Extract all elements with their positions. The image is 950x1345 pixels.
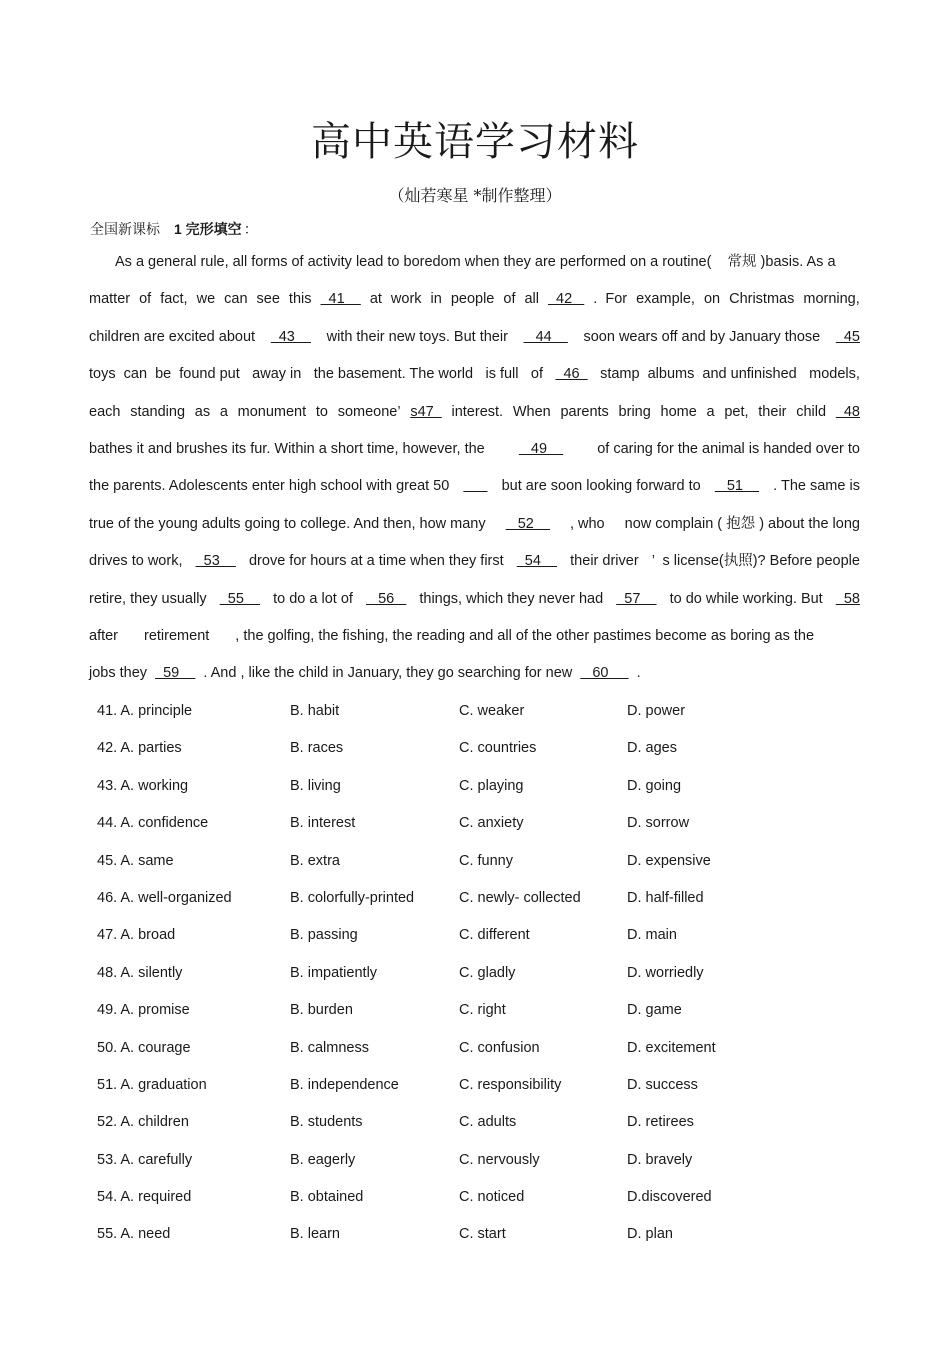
option-choice: B. races [290, 740, 344, 757]
passage-text: bring [618, 403, 651, 420]
passage-line [89, 618, 860, 655]
blank-marker: 46 [555, 366, 588, 383]
option-choice: B. calmness [290, 1039, 369, 1056]
option-choice: B. learn [290, 1226, 340, 1243]
option-row [97, 730, 857, 767]
option-choice: C. gladly [459, 964, 516, 981]
option-choice: D. excitement [627, 1039, 716, 1056]
passage-text: now complain ( 抱怨 ) about the long [624, 515, 860, 532]
passage-text: but are soon looking forward to [501, 478, 701, 495]
blank-marker [463, 468, 487, 505]
passage-text: stamp albums and unfinished [600, 366, 797, 383]
option-choice: D. going [627, 777, 682, 794]
passage-text: retirement [144, 627, 210, 644]
passage-text: a [219, 403, 228, 420]
option-choice: 42. A. parties [97, 740, 182, 757]
option-choice: D. bravely [627, 1151, 693, 1168]
option-choice: D. game [627, 1002, 682, 1019]
blank-marker: 59 [155, 665, 196, 682]
option-row [97, 843, 857, 880]
option-row [97, 1067, 857, 1104]
passage-text: jobs they [89, 665, 148, 682]
blank-marker: 57 [616, 590, 657, 607]
section-heading [90, 219, 258, 239]
passage-text: after [89, 627, 119, 644]
option-choice: D. power [627, 703, 686, 719]
passage-line [89, 581, 860, 618]
option-choice: D. plan [627, 1226, 673, 1243]
section-label-type: 1 完形填空 [174, 221, 242, 237]
option-choice: C. newly- collected [459, 889, 581, 906]
option-choice: D. worriedly [627, 964, 704, 981]
passage-text: all [524, 291, 539, 308]
option-row [97, 1030, 857, 1067]
passage-text: this [288, 291, 312, 308]
option-choice: D. main [627, 927, 677, 944]
option-choice: C. funny [459, 852, 513, 869]
option-choice: C. responsibility [459, 1076, 562, 1093]
option-row [97, 693, 857, 730]
option-choice: 50. A. courage [97, 1039, 191, 1056]
option-choice: C. anxiety [459, 815, 524, 832]
section-colon: ： [243, 221, 258, 237]
blank-marker: 48 [835, 403, 860, 420]
passage-line [89, 356, 860, 393]
passage-text: child [796, 403, 827, 420]
passage-text: of [503, 291, 516, 308]
passage-line [89, 244, 860, 281]
option-choice: C. start [459, 1226, 506, 1243]
blank-marker: 60 [580, 665, 629, 682]
passage-text: people [450, 291, 495, 308]
passage-text: retire, they usually [89, 590, 207, 607]
blank-marker: 58 [835, 590, 860, 607]
page-subtitle: （灿若寒星 *制作整理） [388, 186, 562, 205]
option-choice: B. independence [290, 1076, 399, 1093]
option-choice: 53. A. carefully [97, 1151, 193, 1168]
passage-text: soon wears off and by January those [583, 328, 821, 345]
option-choice: B. students [290, 1114, 363, 1131]
passage-text: their driver [570, 553, 639, 570]
option-row [97, 1216, 857, 1253]
passage-text: As a general rule, all forms of activity lead to boredom when they are performed on a routine( 常规 )basis. As a [115, 254, 836, 270]
passage-text: each [89, 403, 121, 420]
passage-text: true of the young adults going to college. And then, how many [89, 515, 486, 532]
passage-text: children are excited about [89, 328, 256, 345]
blank-marker: 55 [219, 590, 261, 607]
option-choice: B. passing [290, 927, 358, 944]
passage-text: things, which they never had [419, 590, 604, 607]
passage-text: a [706, 403, 715, 420]
option-choice: C. adults [459, 1114, 517, 1131]
option-choice: B. impatiently [290, 964, 378, 981]
option-choice: D.discovered [627, 1189, 712, 1206]
passage-text: on [703, 291, 721, 308]
passage-text: the parents. Adolescents enter high school with great 50 [89, 478, 450, 495]
passage-text: , who [569, 515, 605, 532]
option-choice: 52. A. children [97, 1114, 189, 1131]
option-choice: 41. A. principle [97, 703, 193, 719]
passage-text: home [660, 403, 697, 420]
passage-text: standing [130, 403, 186, 420]
option-row [97, 768, 857, 805]
option-row [97, 1104, 857, 1141]
passage-text: . The same is [773, 478, 860, 495]
option-choice: C. playing [459, 777, 524, 794]
option-choice: B. obtained [290, 1189, 364, 1206]
passage-text: interest. [451, 403, 504, 420]
option-choice: D. half-filled [627, 889, 704, 906]
option-choice: B. colorfully-printed [290, 889, 415, 906]
option-choice: 45. A. same [97, 852, 174, 869]
passage-text: of [530, 366, 544, 383]
passage-text: see [256, 291, 280, 308]
option-choice: 46. A. well-organized [97, 889, 232, 906]
option-choice: 48. A. silently [97, 964, 183, 981]
passage-text: to [315, 403, 328, 420]
passage-line [89, 319, 860, 356]
option-choice: 47. A. broad [97, 927, 176, 944]
passage-line [89, 468, 860, 505]
passage-text: When [512, 403, 551, 420]
passage-line [89, 655, 860, 692]
passage-text: monument [237, 403, 307, 420]
page-title: 高中英语学习材料 [311, 119, 639, 165]
passage-text: away in [252, 366, 302, 383]
option-choice: D. sorrow [627, 815, 690, 832]
passage-text: example, [636, 291, 695, 308]
blank-marker: s47 [410, 403, 442, 420]
passage-text: , the golfing, the fishing, the reading and all of the other pastimes become as boring as the [235, 627, 815, 644]
option-choice: B. burden [290, 1002, 353, 1019]
option-choice: D. retirees [627, 1114, 694, 1131]
passage-text: bathes it and brushes its fur. Within a short time, however, the [89, 440, 485, 457]
option-row [97, 917, 857, 954]
option-choice: C. different [459, 927, 530, 944]
option-choice: 55. A. need [97, 1226, 171, 1243]
option-choice: D. expensive [627, 852, 711, 869]
option-choice: C. nervously [459, 1151, 540, 1168]
passage-text: toys can be found put [89, 366, 240, 383]
option-choice: 54. A. required [97, 1189, 192, 1206]
passage-text: can [224, 291, 248, 308]
passage-text: morning, [803, 291, 860, 308]
option-choice: B. eagerly [290, 1151, 356, 1168]
option-choice: B. extra [290, 852, 340, 869]
passage-text: parents [560, 403, 609, 420]
option-row [97, 1142, 857, 1179]
blank-marker: 41 [320, 291, 361, 308]
passage-text: work [390, 291, 422, 308]
option-row [97, 805, 857, 842]
option-choice: C. weaker [459, 703, 525, 719]
passage-text: their [758, 403, 787, 420]
blank-marker: 45 [835, 328, 860, 345]
blank-marker: 51 [714, 478, 760, 495]
passage-text: as [194, 403, 211, 420]
option-row [97, 1179, 857, 1216]
blank-marker: 44 [523, 328, 568, 345]
passage-text: of caring for the animal is handed over to [597, 440, 860, 457]
passage-line [89, 281, 860, 318]
option-choice: D. ages [627, 740, 677, 757]
passage-text: pet, [724, 403, 749, 420]
passage-text: ’ s license(执照)? Before people [651, 553, 860, 570]
blank-marker: 54 [516, 553, 558, 570]
passage-text: matter [89, 291, 131, 308]
passage-text: . [636, 665, 641, 682]
option-choice: C. confusion [459, 1039, 540, 1056]
passage-text: . And , like the child in January, they go searching for new [203, 665, 573, 682]
passage-text: the basement. The world [313, 366, 474, 383]
passage-line [89, 543, 860, 580]
passage-text: is full [485, 366, 519, 383]
option-row [97, 955, 857, 992]
blank-marker: 56 [365, 590, 407, 607]
option-choice: B. living [290, 777, 341, 794]
option-choice: 51. A. graduation [97, 1076, 207, 1093]
passage-text: at [369, 291, 382, 308]
option-row [97, 880, 857, 917]
passage-text: drives to work, [89, 553, 183, 570]
option-choice: B. habit [290, 703, 340, 719]
blank-marker: 52 [505, 515, 550, 532]
section-label-source: 全国新课标 [90, 221, 160, 237]
passage-text: in [430, 291, 442, 308]
passage-text: drove for hours at a time when they first [248, 553, 504, 570]
cloze-passage [89, 244, 860, 693]
passage-line [89, 394, 860, 431]
blank-marker: 43 [270, 328, 311, 345]
passage-line [89, 431, 860, 468]
passage-text: models, [809, 366, 860, 383]
blank-marker: 49 [518, 440, 564, 457]
blank-marker: 53 [195, 553, 236, 570]
passage-text: with their new toys. But their [326, 328, 508, 345]
passage-text: to do a lot of [273, 590, 353, 607]
passage-text: fact, [160, 291, 188, 308]
option-choice: C. countries [459, 740, 537, 757]
passage-text: to do while working. But [669, 590, 823, 607]
passage-text: we [196, 291, 216, 308]
passage-text: Christmas [729, 291, 795, 308]
option-choice: D. success [627, 1076, 698, 1093]
passage-text: of [139, 291, 152, 308]
passage-text: . For [593, 291, 628, 308]
option-choice: B. interest [290, 815, 356, 832]
option-row [97, 992, 857, 1029]
option-choice: C. noticed [459, 1189, 525, 1206]
option-choice: 49. A. promise [97, 1002, 190, 1019]
passage-line [89, 506, 860, 543]
passage-text: someone’ [337, 403, 401, 420]
blank-marker: 42 [547, 291, 585, 308]
option-choice: C. right [459, 1002, 506, 1019]
option-choice: 43. A. working [97, 777, 189, 794]
option-choice: 44. A. confidence [97, 815, 209, 832]
answer-options [97, 693, 857, 1254]
